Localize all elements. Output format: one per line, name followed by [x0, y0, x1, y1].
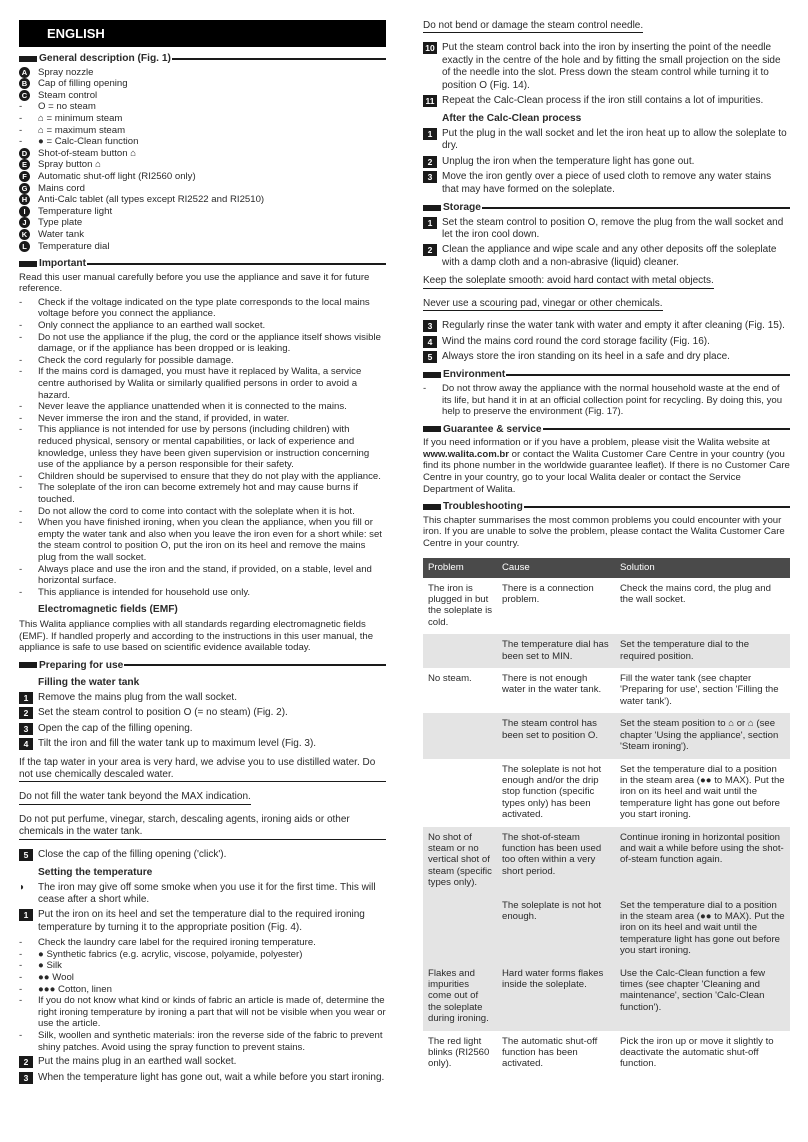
- step-number: 1: [423, 217, 437, 229]
- list-item: - ⌂ = maximum steam: [19, 124, 126, 136]
- step-item: [423, 320, 790, 332]
- left-column: [19, 0, 386, 1087]
- list-item: - Silk, woollen and synthetic materials: iron the reverse side of the fabric to prevent shiny patches. Avoid using the spray function to prevent stains.: [19, 1029, 383, 1053]
- warning-note: Do not put perfume, vinegar, starch, descaling agents, ironing aids or other chemicals in the water tank.: [19, 814, 386, 840]
- step-item: [423, 217, 790, 242]
- section-storage: [423, 202, 790, 214]
- section-title: General description (Fig. 1): [39, 53, 171, 64]
- marker-g-icon: G: [19, 183, 30, 194]
- step-text: Put the iron on its heel and set the temperature dial to the required ironing temperature by turning it to the appropriate position (Fig. 4).: [38, 909, 365, 933]
- cell-cause: There is not enough water in the water tank.: [502, 673, 602, 696]
- step-text: Wind the mains cord round the cord storage facility (Fig. 16).: [442, 335, 710, 347]
- marker-i-icon: I: [19, 206, 30, 217]
- step-item: [19, 738, 386, 750]
- table-row: [423, 578, 790, 635]
- list-item: - Children should be supervised to ensure that they do not play with the appliance.: [19, 470, 381, 482]
- step-text: Move the iron gently over a piece of used cloth to remove any water stains that may have formed on the soleplate.: [442, 171, 772, 195]
- cell-cause: The steam control has been set to position O.: [497, 713, 615, 758]
- step-item: [19, 1072, 386, 1084]
- list-item: - Always place and use the iron and the stand, if provided, on a stable, level and horizontal surface.: [19, 563, 372, 587]
- warning-note: Do not fill the water tank beyond the MAX indication.: [19, 791, 251, 804]
- step-item: [19, 707, 386, 719]
- section-environment: [423, 369, 790, 381]
- step-text: Open the cap of the filling opening.: [38, 722, 193, 734]
- step-item: [19, 692, 386, 704]
- section-title: Troubleshooting: [443, 501, 523, 513]
- cell-cause: There is a connection problem.: [502, 582, 594, 606]
- table-row: [423, 713, 790, 758]
- list-item: - This appliance is intended for household use only.: [19, 586, 251, 598]
- section-troubleshooting: [423, 501, 790, 513]
- header-cause: Cause: [497, 558, 615, 578]
- section-general-description: [19, 53, 386, 65]
- step-number: 3: [19, 1072, 33, 1084]
- table-row: [423, 963, 790, 1031]
- temperature-step-2: [19, 1056, 386, 1068]
- filling-step-5: [19, 849, 386, 861]
- step-item: [19, 723, 386, 735]
- cell-cause: Hard water forms flakes inside the soleplate.: [497, 963, 615, 1031]
- list-item: - Do not allow the cord to come into contact with the soleplate when it is hot.: [19, 505, 355, 517]
- section-title: Important: [39, 258, 86, 270]
- marker-f-icon: F: [19, 171, 30, 182]
- step-number: 4: [423, 336, 437, 348]
- marker-h-icon: H: [19, 194, 30, 205]
- step-text: Put the plug in the wall socket and let the iron heat up to allow the soleplate to dry.: [442, 128, 787, 152]
- cell-problem: No steam.: [428, 673, 472, 685]
- step-number: 10: [423, 42, 437, 54]
- step-item: [423, 336, 790, 348]
- cell-solution: Set the temperature dial to a position in the steam area (●● to MAX). Put the iron on its heel and wait until the temperature light has gone out before you start ironing.: [620, 763, 785, 821]
- step-number: 3: [423, 320, 437, 332]
- cell-problem: No shot of steam or no vertical shot of steam (specific types only).: [423, 827, 497, 895]
- filling-title: Filling the water tank: [38, 677, 140, 689]
- step-text: Regularly rinse the water tank with water and empty it after cleaning (Fig. 15).: [442, 320, 785, 332]
- cell-solution: Set the temperature dial to a position in the steam area (●● to MAX). Put the iron on its heel and wait until the temperature light has gone out before you start ironing.: [615, 895, 790, 963]
- list-item: A Spray nozzle: [19, 67, 386, 79]
- list-item: F Automatic shut-off light (RI2560 only): [19, 171, 386, 183]
- marker-a-icon: A: [19, 67, 30, 78]
- walita-website-link[interactable]: www.walita.com.br: [423, 448, 510, 460]
- step-number: 1: [423, 128, 437, 140]
- table-row: [423, 668, 790, 713]
- storage-steps-a: [423, 217, 790, 270]
- list-item: C Steam control: [19, 90, 386, 102]
- step-number: 2: [423, 156, 437, 168]
- cell-problem: The red light blinks (RI2560 only).: [428, 1035, 490, 1070]
- list-item: - ●●● Cotton, linen: [19, 983, 112, 995]
- cell-solution: Pick the iron up or move it slightly to deactivate the automatic shut-off function.: [620, 1035, 774, 1070]
- cell-problem: Flakes and impurities come out of the soleplate during ironing.: [423, 963, 497, 1031]
- step-text: Put the mains plug in an earthed wall socket.: [38, 1056, 237, 1068]
- list-item: - O = no steam: [19, 101, 96, 113]
- step-item: [423, 128, 790, 153]
- list-item: E Spray button ⌂: [19, 159, 386, 171]
- step-number: 5: [423, 351, 437, 363]
- step-number: 1: [19, 692, 33, 704]
- step-number: 5: [19, 849, 33, 861]
- step-text: Set the steam control to position O (= no steam) (Fig. 2).: [38, 707, 288, 719]
- step-text: Put the steam control back into the iron by inserting the point of the needle exactly in the centre of the hole and by fitting the small projection on the side of the needle into the slot. Press down the steam control while turning it to position O (Fig. 14).: [442, 42, 781, 91]
- temperature-step-1: [19, 909, 386, 934]
- step-text: Remove the mains plug from the wall socket.: [38, 691, 237, 703]
- arrow-icon: ◗: [19, 881, 26, 893]
- section-important: [19, 258, 386, 270]
- step-item: [19, 909, 386, 934]
- list-item: - If you do not know what kind or kinds of fabric an article is made of, determine the right ironing temperature by ironing a part that will not be visible when you wear or use the article.: [19, 995, 386, 1030]
- step-text: Close the cap of the filling opening ('click').: [38, 848, 227, 860]
- step-text: When the temperature light has gone out, wait a while before you start ironing.: [38, 1071, 385, 1083]
- step-number: 2: [19, 1056, 33, 1068]
- header-solution: Solution: [615, 558, 790, 578]
- after-calc-clean-title: After the Calc-Clean process: [442, 113, 582, 125]
- cell-solution: Set the steam position to ⌂ or ⌂ (see chapter 'Using the appliance', section 'Steam ironing').: [615, 713, 790, 758]
- filling-steps: [19, 692, 386, 751]
- list-item: - If the mains cord is damaged, you must have it replaced by Walita, a service centre authorised by Walita or similarly qualified persons in order to avoid a hazard.: [19, 366, 362, 401]
- cell-problem: [423, 895, 497, 963]
- step-item: [19, 1056, 386, 1068]
- cell-problem: [423, 759, 497, 827]
- list-item: D Shot-of-steam button ⌂: [19, 148, 386, 160]
- list-item: - The soleplate of the iron can become extremely hot and may cause burns if touched.: [19, 482, 358, 505]
- step-item: [423, 351, 790, 363]
- marker-e-icon: E: [19, 159, 30, 170]
- list-item: - Check the cord regularly for possible damage.: [19, 354, 234, 366]
- list-item: - Check the laundry care label for the required ironing temperature.: [19, 937, 316, 949]
- cell-solution: Fill the water tank (see chapter 'Preparing for use', section 'Filling the water tank').: [620, 673, 779, 707]
- section-title: Preparing for use: [39, 659, 124, 671]
- calc-clean-steps: [423, 42, 790, 107]
- temperature-step-3: [19, 1072, 386, 1084]
- step-item: [423, 95, 790, 107]
- section-title: Environment: [443, 369, 506, 381]
- step-number: 11: [423, 95, 437, 107]
- list-item: K Water tank: [19, 229, 386, 241]
- list-item: - Only connect the appliance to an earthed wall socket.: [19, 320, 266, 332]
- table-row: [423, 1031, 790, 1076]
- step-text: Unplug the iron when the temperature light has gone out.: [442, 155, 695, 167]
- step-text: Repeat the Calc-Clean process if the iron still contains a lot of impurities.: [442, 95, 764, 107]
- right-column: [423, 0, 790, 1076]
- temperature-title: Setting the temperature: [38, 866, 153, 878]
- list-item: L Temperature dial: [19, 241, 386, 253]
- section-preparing: [19, 660, 386, 672]
- step-text: Set the steam control to position O, remove the plug from the wall socket and let the iron cool down.: [442, 216, 784, 241]
- step-number: 3: [19, 723, 33, 735]
- table-row: [423, 759, 790, 827]
- step-text: Clean the appliance and wipe scale and any other deposits off the soleplate with a damp cloth and a non-abrasive (liquid) cleaner.: [442, 244, 777, 268]
- marker-c-icon: C: [19, 90, 30, 101]
- section-title: Guarantee & service: [443, 423, 542, 435]
- table-header-row: [423, 558, 790, 578]
- marker-l-icon: L: [19, 241, 30, 252]
- first-use-note: ◗ The iron may give off some smoke when you use it for the first time. This will cease after a short while.: [19, 881, 376, 905]
- temperature-list: [19, 937, 386, 1053]
- needle-note: Do not bend or damage the steam control needle.: [423, 20, 643, 33]
- step-text: Always store the iron standing on its heel in a safe and dry place.: [442, 350, 730, 362]
- list-item: - ●● Wool: [19, 971, 74, 983]
- troubleshooting-intro: This chapter summarises the most common problems you could encounter with your iron. If you are unable to solve the problem, please contact the Walita Customer Care Centre in your country.: [423, 514, 785, 550]
- cell-cause: The shot-of-steam function has been used too often within a very short period.: [497, 827, 615, 895]
- cell-problem: [423, 713, 497, 758]
- after-calc-clean-steps: [423, 128, 790, 196]
- step-item: [423, 171, 790, 196]
- marker-k-icon: K: [19, 229, 30, 240]
- storage-steps-b: [423, 320, 790, 363]
- list-item: - ● = Calc-Clean function: [19, 136, 139, 148]
- step-text: Tilt the iron and fill the water tank up to maximum level (Fig. 3).: [38, 738, 317, 750]
- cell-solution: Check the mains cord, the plug and the wall socket.: [620, 582, 771, 606]
- step-item: [423, 42, 790, 92]
- list-item: - Never leave the appliance unattended when it is connected to the mains.: [19, 401, 347, 413]
- filling-notes: [19, 754, 386, 846]
- warning-note: Never use a scouring pad, vinegar or other chemicals.: [423, 298, 663, 311]
- step-item: [19, 849, 386, 861]
- list-item: - This appliance is not intended for use by persons (including children) with reduced physical, sensory or mental capabilities, or lack of experience and knowledge, unless they have been given supervision or instruction concerning use of the appliance by a person responsible for their safety.: [19, 424, 370, 471]
- list-item: B Cap of filling opening: [19, 78, 386, 90]
- section-title: Storage: [443, 202, 481, 214]
- troubleshooting-table: [423, 558, 790, 1076]
- table-row: [423, 634, 790, 668]
- warning-note: Keep the soleplate smooth: avoid hard contact with metal objects.: [423, 275, 714, 288]
- list-item: H Anti-Calc tablet (all types except RI2522 and RI2510): [19, 194, 386, 206]
- warning-note: If the tap water in your area is very hard, we advise you to use distilled water. Do not use chemically descaled water.: [19, 757, 386, 783]
- cell-problem: The iron is plugged in but the soleplate is cold.: [428, 582, 492, 628]
- cell-cause: The temperature dial has been set to MIN.: [497, 634, 615, 668]
- table-row: [423, 895, 790, 963]
- list-item: J Type plate: [19, 217, 386, 229]
- list-item: - ● Synthetic fabrics (e.g. acrylic, viscose, polyamide, polyester): [19, 948, 303, 960]
- cell-solution: Use the Calc-Clean function a few times (see chapter 'Cleaning and maintenance', section 'Calc-Clean function').: [615, 963, 790, 1031]
- cell-solution: Set the temperature dial to the required position.: [615, 634, 790, 668]
- cell-problem: [423, 634, 497, 668]
- step-item: [423, 244, 790, 269]
- table-row: [423, 827, 790, 895]
- step-number: 4: [19, 738, 33, 750]
- marker-d-icon: D: [19, 148, 30, 159]
- cell-cause: The soleplate is not hot enough and/or the drip stop function (specific types only) has been activated.: [502, 763, 602, 821]
- parts-list: [19, 67, 386, 253]
- important-intro: Read this user manual carefully before you use the appliance and save it for future reference.: [19, 271, 370, 295]
- emf-title: Electromagnetic fields (EMF): [38, 604, 178, 616]
- list-item: - ⌂ = minimum steam: [19, 112, 123, 124]
- storage-notes: [423, 272, 790, 317]
- guarantee-text: If you need information or if you have a problem, please visit the Walita website at www.walita.com.br or contact the Walita Customer Care Centre in your country (you find its phone number in the worldwide guarantee leaflet). If there is no Customer Care Centre in your country, go to your local Walita dealer or contact the Service Department of Walita.: [423, 437, 790, 495]
- header-problem: Problem: [423, 558, 497, 578]
- environment-item: - Do not throw away the appliance with the normal household waste at the end of its life, but hand it in at an official collection point for recycling. By doing this, you help to preserve the environment (Fig. 17).: [423, 382, 783, 418]
- step-item: [423, 156, 790, 168]
- list-item: I Temperature light: [19, 206, 386, 218]
- list-item: G Mains cord: [19, 183, 386, 195]
- list-item: - When you have finished ironing, when you clean the appliance, when you fill or empty the water tank and also when you leave the iron even for a short while: set the steam control to position O, put the iron on its heel and remove the mains plug from the wall socket.: [19, 517, 382, 563]
- step-number: 1: [19, 909, 33, 921]
- marker-b-icon: B: [19, 78, 30, 89]
- cell-cause: The soleplate is not hot enough.: [497, 895, 615, 963]
- cell-cause: The automatic shut-off function has been activated.: [502, 1035, 598, 1070]
- step-number: 3: [423, 171, 437, 183]
- important-list: [19, 297, 386, 598]
- language-banner: ENGLISH: [19, 20, 386, 47]
- step-number: 2: [19, 707, 33, 719]
- emf-text: This Walita appliance complies with all standards regarding electromagnetic fields (EMF). If handled properly and according to the instructions in this user manual, the appliance is safe to use based on scientific evidence available today.: [19, 618, 374, 654]
- section-guarantee: [423, 424, 790, 436]
- list-item: - Check if the voltage indicated on the type plate corresponds to the local mains voltage before you connect the appliance.: [19, 296, 370, 320]
- marker-j-icon: J: [19, 217, 30, 228]
- step-number: 2: [423, 244, 437, 256]
- list-item: - Do not use the appliance if the plug, the cord or the appliance itself shows visible damage, or if the appliance has been dropped or is leaking.: [19, 331, 381, 355]
- list-item: - ● Silk: [19, 960, 62, 972]
- cell-solution: Continue ironing in horizontal position and wait a while before using the shot-of-steam function again.: [615, 827, 790, 895]
- list-item: - Never immerse the iron and the stand, if provided, in water.: [19, 412, 290, 424]
